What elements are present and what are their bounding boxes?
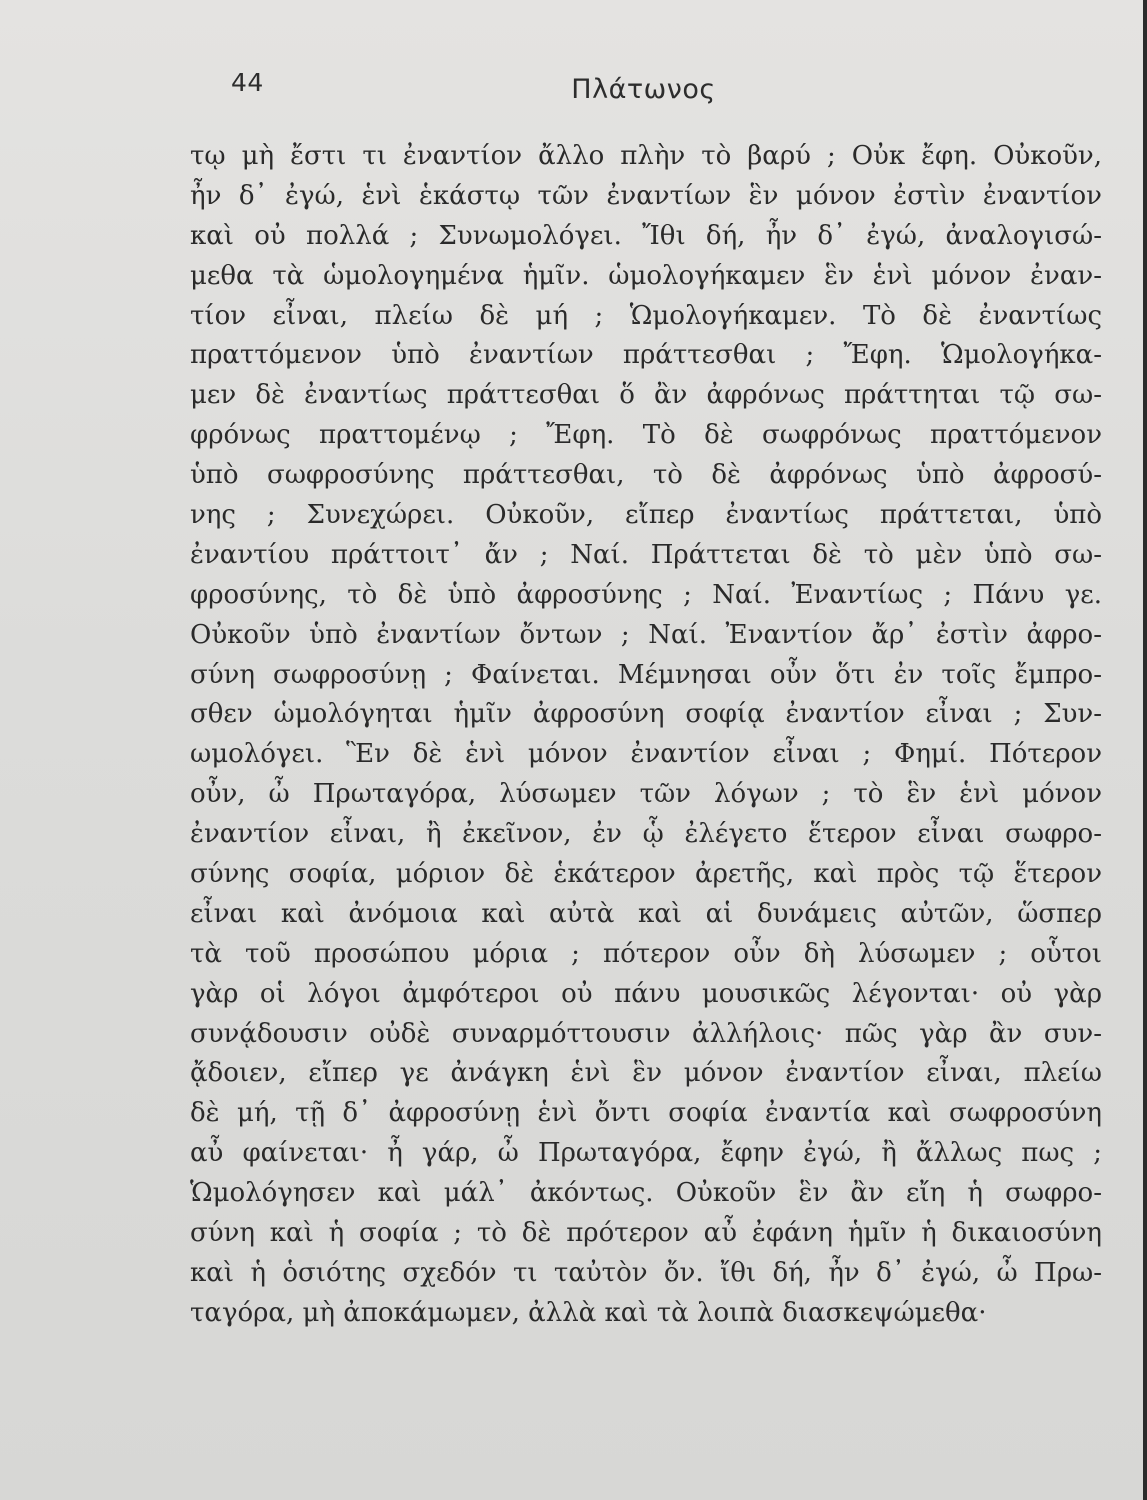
text-line: καὶ ἡ ὁσιότης σχεδόν τι ταὐτὸν ὄν. ἴθι δή, ἦν δ᾽ ἐγώ, ὦ Πρω- xyxy=(190,1257,1102,1288)
text-line: σύνης σοφία, μόριον δὲ ἑκάτερον ἀρετῆς, καὶ πρὸς τῷ ἕτερον xyxy=(190,859,1102,890)
text-line: εἶναι καὶ ἀνόμοια καὶ αὐτὰ καὶ αἱ δυνάμεις αὐτῶν, ὥσπερ xyxy=(190,898,1102,929)
text-line: Ὡμολόγησεν καὶ μάλ᾽ ἀκόντως. Οὐκοῦν ἓν ἂν εἴη ἡ σωφρο- xyxy=(190,1178,1102,1209)
text-line: γὰρ οἱ λόγοι ἀμφότεροι οὐ πάνυ μουσικῶς λέγονται· οὐ γὰρ xyxy=(190,978,1102,1009)
text-line: ἦν δ᾽ ἐγώ, ἑνὶ ἑκάστῳ τῶν ἐναντίων ἓν μόνον ἐστὶν ἐναντίον xyxy=(190,180,1102,211)
body-text xyxy=(190,137,1102,1334)
text-line: τῳ μὴ ἔστι τι ἐναντίον ἄλλο πλὴν τὸ βαρύ ; Οὐκ ἔφη. Οὐκοῦν, xyxy=(190,141,1102,171)
text-line: μεθα τὰ ὡμολογημένα ἡμῖν. ὡμολογήκαμεν ἓν ἑνὶ μόνον ἐναν- xyxy=(190,260,1102,291)
page-edge xyxy=(1143,0,1147,1500)
text-line: νης ; Συνεχώρει. Οὐκοῦν, εἴπερ ἐναντίως πράττεται, ὑπὸ xyxy=(190,500,1102,531)
text-line: ὑπὸ σωφροσύνης πράττεσθαι, τὸ δὲ ἀφρόνως ὑπὸ ἀφροσύ- xyxy=(190,460,1102,491)
text-line: ᾄδοιεν, εἴπερ γε ἀνάγκη ἑνὶ ἓν μόνον ἐναντίον εἶναι, πλείω xyxy=(190,1058,1102,1089)
text-line: ἐναντίον εἶναι, ἢ ἐκεῖνον, ἐν ᾧ ἐλέγετο ἕτερον εἶναι σωφρο- xyxy=(190,819,1102,850)
text-line: ἐναντίου πράττοιτ᾽ ἄν ; Ναί. Πράττεται δὲ τὸ μὲν ὑπὸ σω- xyxy=(190,539,1102,570)
text-line: φροσύνης, τὸ δὲ ὑπὸ ἀφροσύνης ; Ναί. Ἐναντίως ; Πάνυ γε. xyxy=(190,579,1102,610)
text-line: δὲ μή, τῇ δ᾽ ἀφροσύνῃ ἑνὶ ὄντι σοφία ἐναντία καὶ σωφροσύνη xyxy=(190,1098,1102,1129)
text-line: φρόνως πραττομένῳ ; Ἔφη. Τὸ δὲ σωφρόνως πραττόμενον xyxy=(190,420,1102,451)
page-header xyxy=(0,68,1147,108)
text-line: ταγόρα, μὴ ἀποκάμωμεν, ἀλλὰ καὶ τὰ λοιπὰ διασκεψώμεθα· xyxy=(190,1297,987,1328)
text-line: μεν δὲ ἐναντίως πράττεσθαι ὅ ἂν ἀφρόνως πράττηται τῷ σω- xyxy=(190,380,1102,411)
text-line: σθεν ὡμολόγηται ἡμῖν ἀφροσύνη σοφίᾳ ἐναντίον εἶναι ; Συν- xyxy=(190,699,1102,730)
text-line: οὖν, ὦ Πρωταγόρα, λύσωμεν τῶν λόγων ; τὸ ἓν ἑνὶ μόνον xyxy=(190,779,1102,810)
text-line: τίον εἶναι, πλείω δὲ μή ; Ὡμολογήκαμεν. Τὸ δὲ ἐναντίως xyxy=(190,300,1102,331)
text-line: αὖ φαίνεται· ἦ γάρ, ὦ Πρωταγόρα, ἔφην ἐγώ, ἢ ἄλλως πως ; xyxy=(190,1138,1102,1169)
text-line: συνᾴδουσιν οὐδὲ συναρμόττουσιν ἀλλήλοις· πῶς γὰρ ἂν συν- xyxy=(190,1018,1102,1049)
page-number: 44 xyxy=(231,68,264,97)
text-line: καὶ οὐ πολλά ; Συνωμολόγει. Ἴθι δή, ἦν δ᾽ ἐγώ, ἀναλογισώ- xyxy=(190,220,1102,251)
text-line: σύνη καὶ ἡ σοφία ; τὸ δὲ πρότερον αὖ ἐφάνη ἡμῖν ἡ δικαιοσύνη xyxy=(190,1218,1102,1249)
text-line: σύνη σωφροσύνῃ ; Φαίνεται. Μέμνησαι οὖν ὅτι ἐν τοῖς ἔμπρο- xyxy=(190,659,1102,690)
text-line: Οὐκοῦν ὑπὸ ἐναντίων ὄντων ; Ναί. Ἐναντίον ἄρ᾽ ἐστὶν ἀφρο- xyxy=(190,619,1102,650)
text-line: τὰ τοῦ προσώπου μόρια ; πότερον οὖν δὴ λύσωμεν ; οὗτοι xyxy=(190,938,1102,969)
text-line: ωμολόγει. Ἓν δὲ ἑνὶ μόνον ἐναντίον εἶναι ; Φημί. Πότερον xyxy=(190,739,1102,770)
running-title: Πλάτωνος xyxy=(571,74,716,105)
text-line: πραττόμενον ὑπὸ ἐναντίων πράττεσθαι ; Ἔφη. Ὡμολογήκα- xyxy=(190,340,1102,371)
